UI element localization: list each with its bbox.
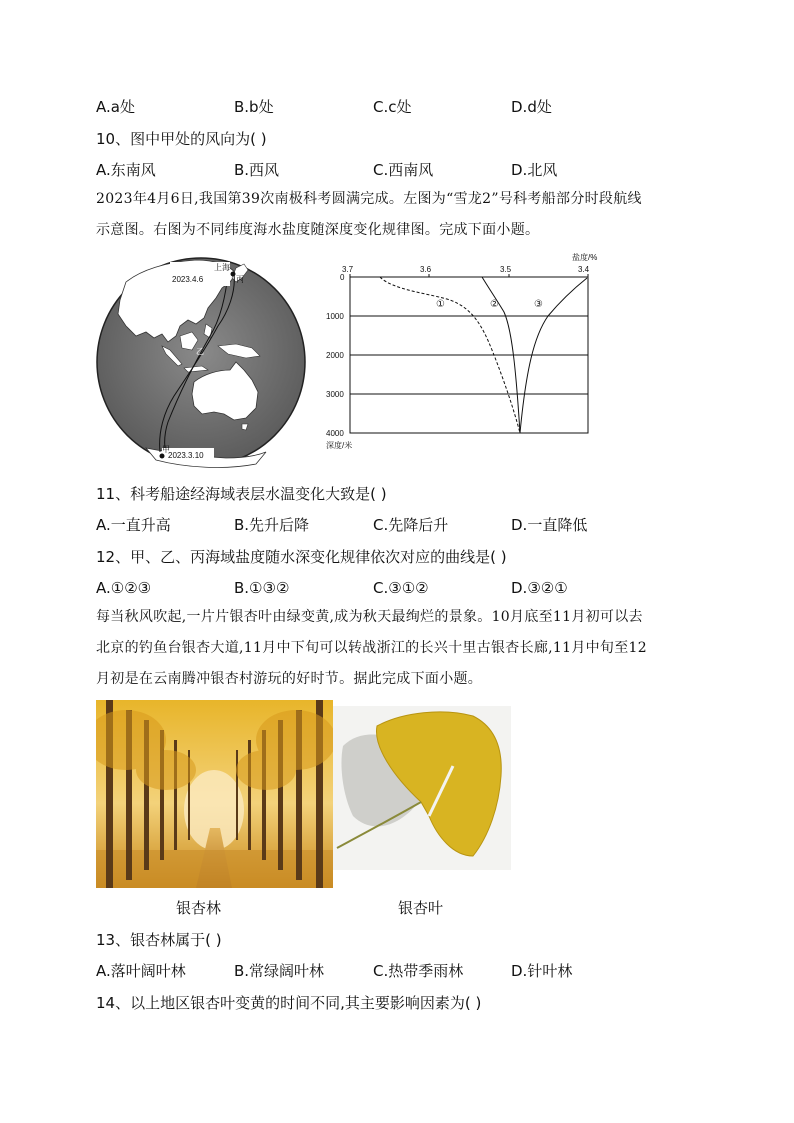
q12-option-b: B.①③② xyxy=(234,579,290,597)
x-tick-0: 3.7 xyxy=(342,265,354,274)
globe-label-bing: 丙 xyxy=(236,275,244,284)
curve-label-2: ② xyxy=(490,299,499,310)
x-tick-1: 3.6 xyxy=(420,265,432,274)
x-tick-2: 3.5 xyxy=(500,265,512,274)
y-tick-4000: 4000 xyxy=(326,429,344,438)
q11-option-d: D.一直降低 xyxy=(511,516,588,534)
route-globe-map xyxy=(96,252,306,472)
caption-forest: 银杏林 xyxy=(176,899,222,917)
salinity-axis-title: 盐度/% xyxy=(572,253,598,262)
intro2-line3: 月初是在云南腾冲银杏村游玩的好时节。据此完成下面小题。 xyxy=(96,671,483,687)
q11-option-b: B.先升后降 xyxy=(234,516,310,534)
q12-option-d: D.③②① xyxy=(511,579,568,597)
end-point-marker xyxy=(160,454,165,459)
globe-label-jia: 甲 xyxy=(162,445,170,454)
salinity-depth-chart xyxy=(322,250,608,454)
q13-option-b: B.常绿阔叶林 xyxy=(234,962,325,980)
q9-option-c: C.c处 xyxy=(373,98,412,116)
y-tick-3000: 3000 xyxy=(326,390,344,399)
curve-label-1: ① xyxy=(436,299,445,310)
start-point-marker xyxy=(231,272,236,277)
intro-paragraph-2 xyxy=(96,602,700,695)
globe-label-yi: 乙 xyxy=(196,347,204,356)
q13-stem: 13、银杏林属于( ) xyxy=(96,931,222,949)
q13-option-a: A.落叶阔叶林 xyxy=(96,962,186,980)
y-tick-2000: 2000 xyxy=(326,351,344,360)
intro2-line1: 每当秋风吹起,一片片银杏叶由绿变黄,成为秋天最绚烂的景象。10月底至11月初可以去 xyxy=(96,609,643,625)
q11-stem: 11、科考船途经海域表层水温变化大致是( ) xyxy=(96,485,387,503)
q10-option-c: C.西南风 xyxy=(373,161,434,179)
q10-option-d: D.北风 xyxy=(511,161,558,179)
q9-option-d: D.d处 xyxy=(511,98,552,116)
q13-option-c: C.热带季雨林 xyxy=(373,962,464,980)
ginkgo-forest-photo xyxy=(96,700,333,888)
q14-stem: 14、以上地区银杏叶变黄的时间不同,其主要影响因素为( ) xyxy=(96,994,482,1012)
x-tick-3: 3.4 xyxy=(578,265,590,274)
ginkgo-leaf-photo xyxy=(333,706,511,870)
q11-option-c: C.先降后升 xyxy=(373,516,449,534)
q10-option-b: B.西风 xyxy=(234,161,280,179)
y-tick-0: 0 xyxy=(340,273,345,282)
curve-label-3: ③ xyxy=(534,299,543,310)
q10-option-a: A.东南风 xyxy=(96,161,156,179)
intro-paragraph-1 xyxy=(96,184,700,246)
q12-option-c: C.③①② xyxy=(373,579,429,597)
intro1-line1: 2023年4月6日,我国第39次南极科考圆满完成。左图为“雪龙2”号科考船部分时段航线 xyxy=(96,191,642,207)
q12-option-a: A.①②③ xyxy=(96,579,152,597)
q12-stem: 12、甲、乙、丙海域盐度随水深变化规律依次对应的曲线是( ) xyxy=(96,548,507,566)
q9-option-a: A.a处 xyxy=(96,98,135,116)
globe-label-date-end: 2023.3.10 xyxy=(168,451,204,460)
q9-option-b: B.b处 xyxy=(234,98,274,116)
intro1-line2: 示意图。右图为不同纬度海水盐度随深度变化规律图。完成下面小题。 xyxy=(96,222,540,238)
q10-stem: 10、图中甲处的风向为( ) xyxy=(96,130,267,148)
caption-leaf: 银杏叶 xyxy=(398,899,444,917)
q11-option-a: A.一直升高 xyxy=(96,516,171,534)
intro2-line2: 北京的钓鱼台银杏大道,11月中下旬可以转战浙江的长兴十里古银杏长廊,11月中旬至12 xyxy=(96,640,647,656)
depth-axis-title: 深度/米 xyxy=(326,441,353,450)
y-tick-1000: 1000 xyxy=(326,312,344,321)
globe-label-date-start: 2023.4.6 xyxy=(172,275,204,284)
globe-label-shanghai: 上海 xyxy=(214,263,230,272)
q13-option-d: D.针叶林 xyxy=(511,962,573,980)
